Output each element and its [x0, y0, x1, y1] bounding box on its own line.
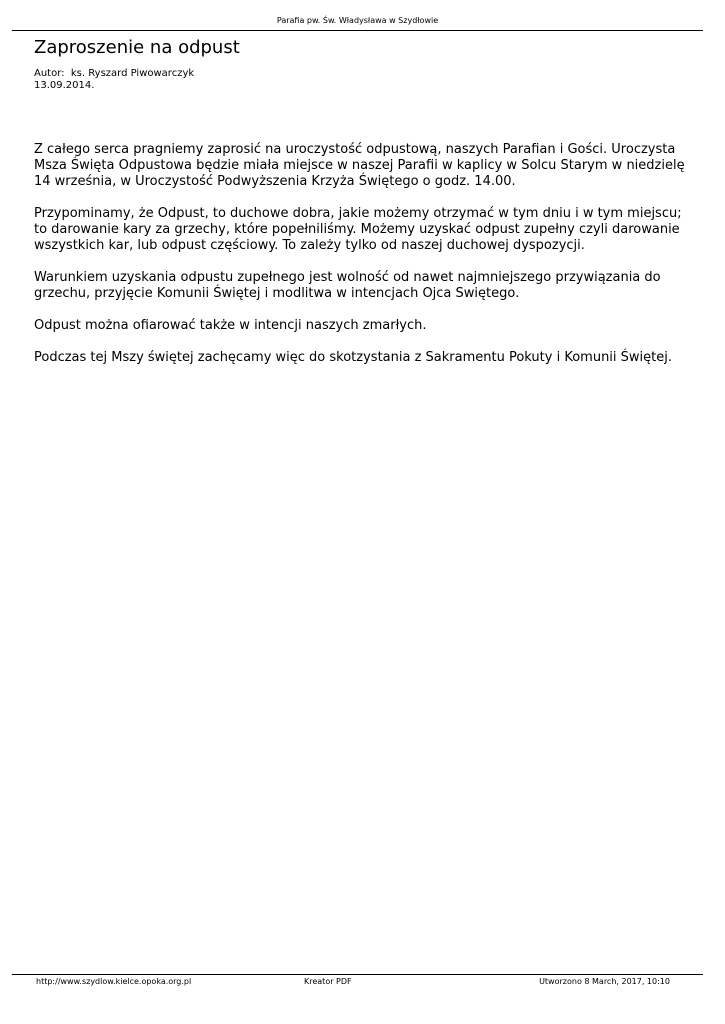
article-title: Zaproszenie na odpust	[34, 37, 240, 58]
author-name: ks. Ryszard Piwowarczyk	[70, 68, 195, 79]
article	[34, 36, 694, 382]
paragraph: Z całego serca pragniemy zaprosić na uroczystość odpustową, naszych Parafian i Gości. Uroczysta Msza Święta Odpustowa będzie miała miejsce w naszej Parafii w kaplicy w Solcu Starym w niedzielę 14 września, w Uroczystość Podwyższenia Krzyża Świętego o godz. 14.00.	[34, 142, 685, 189]
page-header	[12, 0, 703, 31]
header-title: Parafia pw. Św. Władysława w Szydłowie	[276, 16, 439, 25]
article-meta	[34, 68, 694, 92]
article-date: 13.09.2014.	[34, 80, 95, 91]
paragraph: Przypominamy, że Odpust, to duchowe dobra, jakie możemy otrzymać w tym dniu i w tym miejscu; to darowanie kary za grzechy, które popełniliśmy. Możemy uzyskać odpust zupełny czyli darowanie wszystkich kar, lub odpust częściowy. To zależy tylko od naszej duchowej dyspozycji.	[34, 206, 682, 253]
paragraph: Warunkiem uzyskania odpustu zupełnego jest wolność od nawet najmniejszego przywiązania do grzechu, przyjęcie Komunii Świętej i modlitwa w intencjach Ojca Swiętego.	[34, 270, 661, 301]
author-row	[34, 68, 694, 80]
footer-created-date: Utworzono 8 March, 2017, 10:10	[539, 977, 670, 986]
paragraph: Odpust można ofiarować także w intencji naszych zmarłych.	[34, 318, 427, 333]
author-label: Autor:	[34, 68, 65, 79]
paragraph: Podczas tej Mszy świętej zachęcamy więc do skotzystania z Sakramentu Pokuty i Komunii Świętej.	[34, 350, 672, 365]
page-footer	[12, 974, 703, 995]
footer-url-link[interactable]: http://www.szydlow.kielce.opoka.org.pl	[36, 977, 192, 986]
article-body	[34, 142, 694, 366]
footer-generator: Kreator PDF	[304, 977, 352, 986]
